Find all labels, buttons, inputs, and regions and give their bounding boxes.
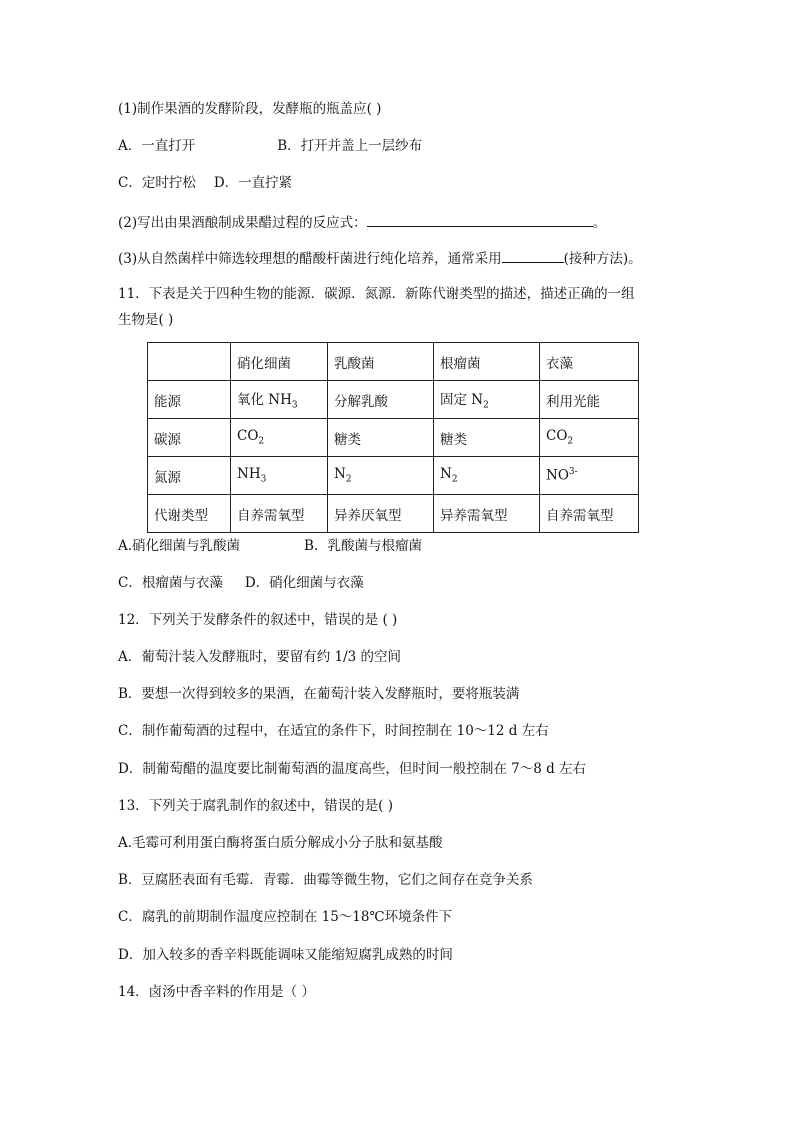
table-cell (148, 343, 231, 381)
q11-stem-line1: 11．下表是关于四种生物的能源．碳源．氮源．新陈代谢类型的描述，描述正确的一组 (118, 286, 635, 302)
q11-option-row-1 (118, 537, 422, 555)
q13-option-c: C．腐乳的前期制作温度应控制在 15～18℃环境条件下 (118, 909, 453, 925)
q10-part3: (3)从自然菌样中筛选较理想的醋酸杆菌进行纯化培养，通常采用 (接种方法)。 (118, 248, 642, 268)
q11-option-d: D．硝化细菌与衣藻 (244, 575, 364, 591)
answer-blank (502, 248, 564, 263)
table-cell: 代谢类型 (148, 495, 231, 533)
table-cell: 糖类 (434, 419, 540, 457)
q10-option-d: D．一直拧紧 (213, 175, 293, 191)
q11-option-b: B．乳酸菌与根瘤菌 (304, 538, 422, 554)
q14-stem: 14．卤汤中香辛料的作用是（ ） (118, 984, 315, 1000)
q10-option-a: A．一直打开 (118, 138, 196, 154)
q10-option-row-2 (118, 174, 292, 192)
q13-option-a: A.毛霉可利用蛋白酶将蛋白质分解成小分子肽和氨基酸 (118, 835, 443, 851)
q13-option-b: B．豆腐胚表面有毛霉．青霉．曲霉等微生物，它们之间存在竞争关系 (118, 872, 533, 888)
table-cell: 分解乳酸 (328, 381, 434, 419)
table-cell: 硝化细菌 (231, 343, 328, 381)
table-cell: 乳酸菌 (328, 343, 434, 381)
q10-part1: (1)制作果酒的发酵阶段，发酵瓶的瓶盖应( ) (118, 101, 382, 117)
q11-stem-line2: 生物是( ) (118, 312, 174, 328)
q11-option-row-2 (118, 574, 364, 592)
table-cell: 能源 (148, 381, 231, 419)
q12-option-a: A．葡萄汁装入发酵瓶时，要留有约 1/3 的空间 (118, 649, 402, 665)
table-cell: $N_2$ (328, 457, 434, 495)
table-cell: 氮源 (148, 457, 231, 495)
q12-option-b: B．要想一次得到较多的果酒，在葡萄汁装入发酵瓶时，要将瓶装满 (118, 686, 520, 702)
table-cell: $CO_2$ (231, 419, 328, 457)
table-cell: $NH_3$ (231, 457, 328, 495)
table-cell: 糖类 (328, 419, 434, 457)
table-cell: 根瘤菌 (434, 343, 540, 381)
table-cell: 异养需氧型 (434, 495, 540, 533)
table-cell: 自养需氧型 (231, 495, 328, 533)
table-cell: 碳源 (148, 419, 231, 457)
q10-option-row-1 (118, 137, 422, 155)
answer-blank (367, 212, 593, 227)
table-row (148, 495, 639, 533)
table-row (148, 381, 639, 419)
table-cell: 自养需氧型 (540, 495, 639, 533)
table-cell: 异养厌氧型 (328, 495, 434, 533)
q12-stem: 12．下列关于发酵条件的叙述中，错误的是 ( ) (118, 612, 398, 628)
q12-option-c: C．制作葡萄酒的过程中，在适宜的条件下，时间控制在 10～12 d 左右 (118, 723, 549, 739)
q11-option-a: A.硝化细菌与乳酸菌 (118, 538, 241, 554)
table-cell: 衣藻 (540, 343, 639, 381)
table-cell: $NO^{3-}$ (540, 457, 639, 495)
q10-option-b: B．打开并盖上一层纱布 (277, 138, 423, 154)
table-cell: 利用光能 (540, 381, 639, 419)
q10-option-c: C．定时拧松 (118, 175, 196, 191)
table-header-row (148, 343, 639, 381)
q12-option-d: D．制葡萄醋的温度要比制葡萄酒的温度高些，但时间一般控制在 7～8 d 左右 (118, 761, 587, 777)
table-row (148, 457, 639, 495)
table-cell: $CO_2$ (540, 419, 639, 457)
q13-stem: 13．下列关于腐乳制作的叙述中，错误的是( ) (118, 798, 394, 814)
table-cell: $N_2$ (434, 457, 540, 495)
organism-table (147, 342, 639, 533)
q13-option-d: D．加入较多的香辛料既能调味又能缩短腐乳成熟的时间 (118, 947, 453, 963)
table-row (148, 419, 639, 457)
q10-part2: (2)写出由果酒酿制成果醋过程的反应式： 。 (118, 212, 606, 232)
table-cell: 固定 $N_2$ (434, 381, 540, 419)
q11-option-c: C．根瘤菌与衣藻 (118, 575, 223, 591)
table-cell: 氧化 $NH_3$ (231, 381, 328, 419)
